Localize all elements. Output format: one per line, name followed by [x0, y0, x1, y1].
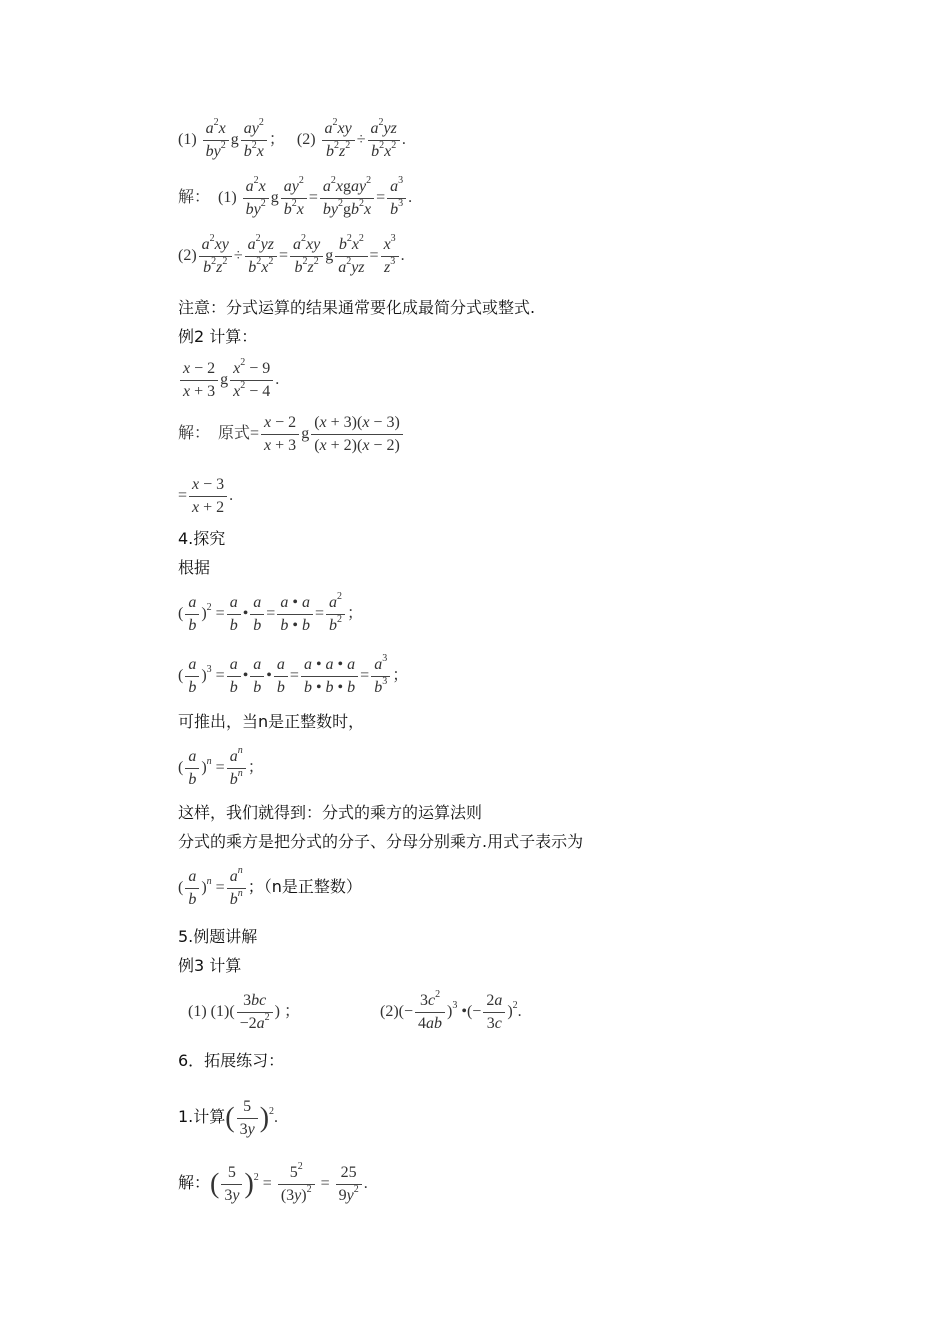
note-text: 注意：分式运算的结果通常要化成最简分式或整式.	[178, 298, 536, 317]
example-3-heading: 例3 计算	[178, 956, 242, 975]
example-2-result: = $\frac{x - 3}{x + 2}$ .	[178, 476, 234, 516]
power-3-identity: ( $\frac{a}{b}$ )$^3$ = $\frac{a}{b}$ • $\frac{a}{b}$ • $\frac{a}{b}$ = $\frac{a • a • a}{b • b • b}$ = $\frac{a^3}{b^3}$ ；	[178, 653, 409, 696]
genju-text: 根据	[178, 558, 211, 577]
practice-1-solution: 解：( $\frac{5}{3y}$ )$^2$ = $\frac{5^2}{(3y)^2}$ = $\frac{25}{9y^2}$ .	[178, 1161, 368, 1204]
deduce-text: 可推出，当n是正整数时，	[178, 712, 365, 731]
example-2-heading: 例2 计算：	[178, 327, 258, 346]
problem-1-row: (1) $\frac{a^2x}{by^2}$ g $\frac{ay^2}{b^2x}$ ； (2) $\frac{a^2xy}{b^2z^2}$ ÷ $\frac{a^2yz}{b^2x^2}$ .	[178, 117, 406, 160]
power-n-identity: ( $\frac{a}{b}$ )$^n$ = $\frac{a^n}{b^n}$ ；	[178, 745, 264, 788]
rule-line-2: 分式的乘方是把分式的分子、分母分别乘方.用式子表示为	[178, 832, 584, 851]
example-3-problems: (1) (1)( $\frac{3bc}{-2a^2}$ ) ； (2)(− $\frac{3c^2}{4ab}$ )$^3$ •(− $\frac{2a}{3c}$ )$^2$.	[188, 989, 522, 1032]
rule-formula: ( $\frac{a}{b}$ )$^n$ = $\frac{a^n}{b^n}$ ；（n是正整数）	[178, 865, 362, 908]
solution-1-row: 解： (1) $\frac{a^2x}{by^2}$ g $\frac{ay^2}{b^2x}$ = $\frac{a^2xgay^2}{by^2gb^2x}$ = $\frac{a^3}{b^3}$ .	[178, 175, 413, 218]
practice-1: 1.计算( $\frac{5}{3y}$ )$^2$.	[178, 1098, 279, 1138]
power-2-identity: ( $\frac{a}{b}$ )$^2$ = $\frac{a}{b}$ • $\frac{a}{b}$ = $\frac{a • a}{b • b}$ = $\frac{a^2}{b^2}$ ；	[178, 591, 363, 634]
section-4-heading: 4.探究	[178, 529, 226, 548]
example-2-expression: $\frac{x - 2}{x + 3}$ g $\frac{x^2 - 9}{x^2 - 4}$ .	[178, 358, 279, 403]
rule-line-1: 这样，我们就得到：分式的乘方的运算法则	[178, 803, 483, 822]
section-5-heading: 5.例题讲解	[178, 927, 258, 946]
section-6-heading: 6．拓展练习：	[178, 1051, 285, 1070]
example-2-solution: 解： 原式= $\frac{x - 2}{x + 3}$ g $\frac{(x + 3)(x - 3)}{(x + 2)(x - 2)}$	[178, 412, 405, 457]
solution-2-row: (2) $\frac{a^2xy}{b^2z^2}$ ÷ $\frac{a^2yz}{b^2x^2}$ = $\frac{a^2xy}{b^2z^2}$ g $\frac{b^2x^2}{a^2yz}$ = $\frac{x^3}{z^3}$ .	[178, 233, 405, 276]
